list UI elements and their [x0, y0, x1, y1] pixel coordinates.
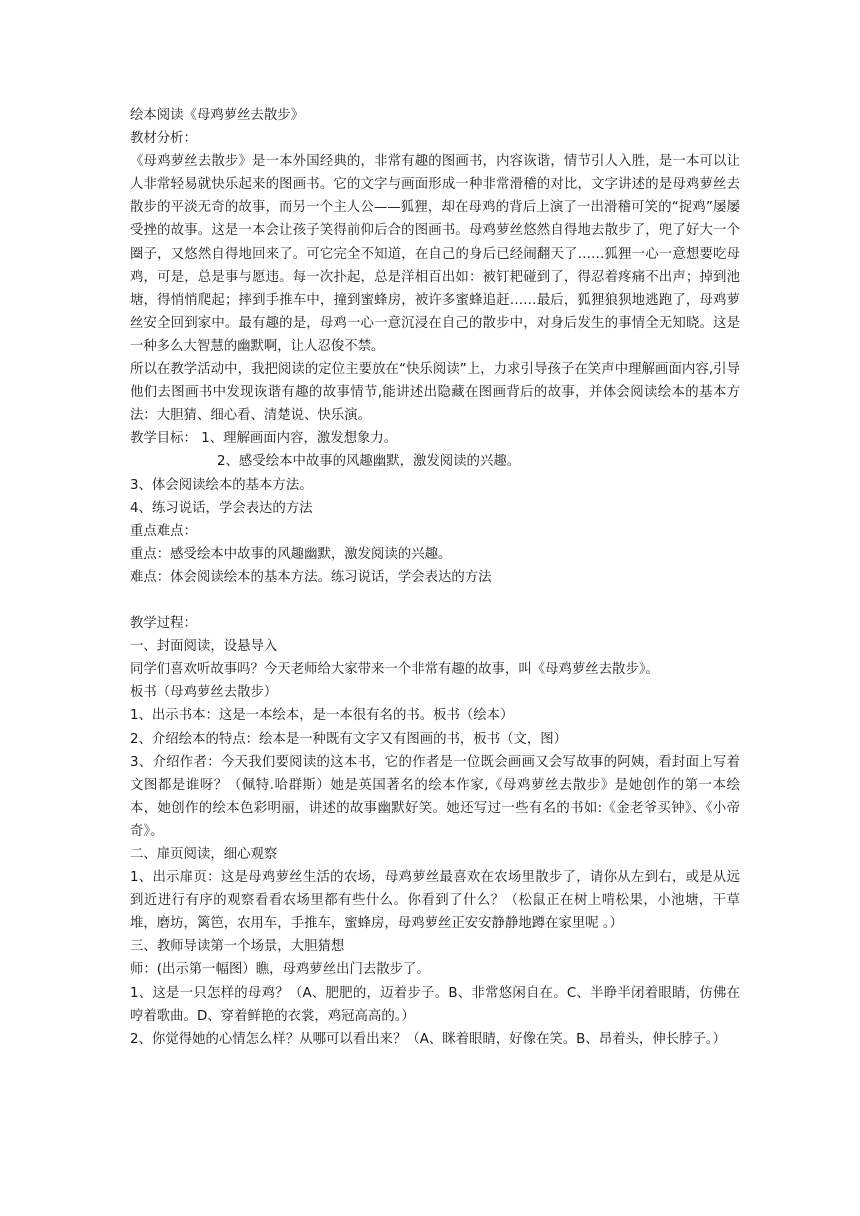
section-2-step-1: 1、出示扉页：这是母鸡萝丝生活的农场，母鸡萝丝最喜欢在农场里散步了，请你从左到右，或是从远到近进行有序的观察看看农场里都有些什么。你看到了什么？（松鼠正在树上啃松果，小池塘，干草堆，磨坊，篱笆，农用车，手推车，蜜蜂房，母鸡萝丝正安安静静地蹲在家里呢 。） [130, 870, 740, 932]
teaching-focus-paragraph: 所以在教学活动中，我把阅读的定位主要放在“快乐阅读”上，力求引导孩子在笑声中理解画面内容,引导他们去图画书中发现诙谐有趣的故事情节,能讲述出隐藏在图画背后的故事，并体会阅读绘本的基本方法：大胆猜、细心看、清楚说、快乐演。 [130, 362, 740, 424]
difficult-point: 难点：体会阅读绘本的基本方法。练习说话，学会表达的方法 [130, 569, 492, 585]
section-1-title: 一、封面阅读，设悬导入 [130, 639, 278, 655]
document-body [130, 104, 740, 1051]
key-difficult-heading: 重点难点： [130, 523, 197, 539]
material-analysis-paragraph: 《母鸡萝丝去散步》是一本外国经典的，非常有趣的图画书，内容诙谐，情节引人入胜，是一本可以让人非常轻易就快乐起来的图画书。它的文字与画面形成一种非常滑稽的对比，文字讲述的是母鸡萝丝去散步的平淡无奇的故事，而另一个主人公——狐狸，却在母鸡的背后上演了一出滑稽可笑的“捉鸡”屡屡受挫的故事。这是一本会让孩子笑得前仰后合的图画书。母鸡萝丝悠然自得地去散步了，兜了好大一个圈子，又悠然自得地回来了。可它完全不知道，在自己的身后已经闹翻天了……狐狸一心一意想要吃母鸡，可是，总是事与愿违。每一次扑起，总是洋相百出如：被钉耙碰到了，得忍着疼痛不出声；掉到池塘，得悄悄爬起；摔到手推车中，撞到蜜蜂房，被许多蜜蜂追赶……最后，狐狸狼狈地逃跑了，母鸡萝丝安全回到家中。最有趣的是，母鸡一心一意沉浸在自己的散步中，对身后发生的事情全无知晓。这是一种多么大智慧的幽默啊，让人忍俊不禁。 [130, 154, 740, 354]
material-analysis-heading: 教材分析： [130, 131, 197, 147]
key-point: 重点：感受绘本中故事的风趣幽默，激发阅读的兴趣。 [130, 546, 452, 562]
section-1-step-1: 1、出示书本：这是一本绘本，是一本很有名的书。板书（绘本） [130, 708, 514, 724]
section-1-step-3: 3、介绍作者：今天我们要阅读的这本书，它的作者是一位既会画画又会写故事的阿姨，看封面上写着文图都是谁呀？（佩特.哈群斯）她是英国著名的绘本作家,《母鸡萝丝去散步》是她创作的第一本绘本，她创作的绘本色彩明丽，讲述的故事幽默好笑。她还写过一些有名的书如:《金老爷买钟》、《小帝奇》。 [130, 754, 740, 839]
teaching-goal-4: 4、练习说话，学会表达的方法 [130, 500, 313, 516]
teaching-process-heading: 教学过程： [130, 616, 197, 632]
section-3-title: 三、教师导读第一个场景，大胆猜想 [130, 939, 345, 955]
document-title: 绘本阅读《母鸡萝丝去散步》 [130, 108, 305, 123]
teaching-goal-2: 2、感受绘本中故事的风趣幽默，激发阅读的兴趣。 [217, 454, 521, 470]
teaching-goal-1: 教学目标： 1、理解画面内容，激发想象力。 [130, 431, 398, 447]
section-3-question-2: 2、你觉得她的心情怎么样？从哪可以看出来？（A、眯着眼睛，好像在笑。B、昂着头，伸长脖子。） [130, 1031, 726, 1047]
teaching-goal-3: 3、体会阅读绘本的基本方法。 [130, 477, 313, 493]
section-2-title: 二、扉页阅读，细心观察 [130, 847, 278, 862]
blank-line [130, 589, 740, 612]
section-3-question-1: 1、这是一只怎样的母鸡？（A、肥肥的，迈着步子。B、非常悠闲自在。C、半睁半闭着眼睛，仿佛在哼着歌曲。D、穿着鲜艳的衣裳，鸡冠高高的。） [130, 985, 740, 1024]
section-1-step-2: 2、介绍绘本的特点：绘本是一种既有文字又有图画的书，板书（文，图） [130, 731, 568, 747]
section-3-intro: 师：(出示第一幅图）瞧，母鸡萝丝出门去散步了。 [130, 962, 430, 978]
section-1-board: 板书（母鸡萝丝去散步） [130, 685, 278, 701]
section-1-intro: 同学们喜欢听故事吗？今天老师给大家带来一个非常有趣的故事，叫《母鸡萝丝去散步》。 [130, 662, 659, 678]
